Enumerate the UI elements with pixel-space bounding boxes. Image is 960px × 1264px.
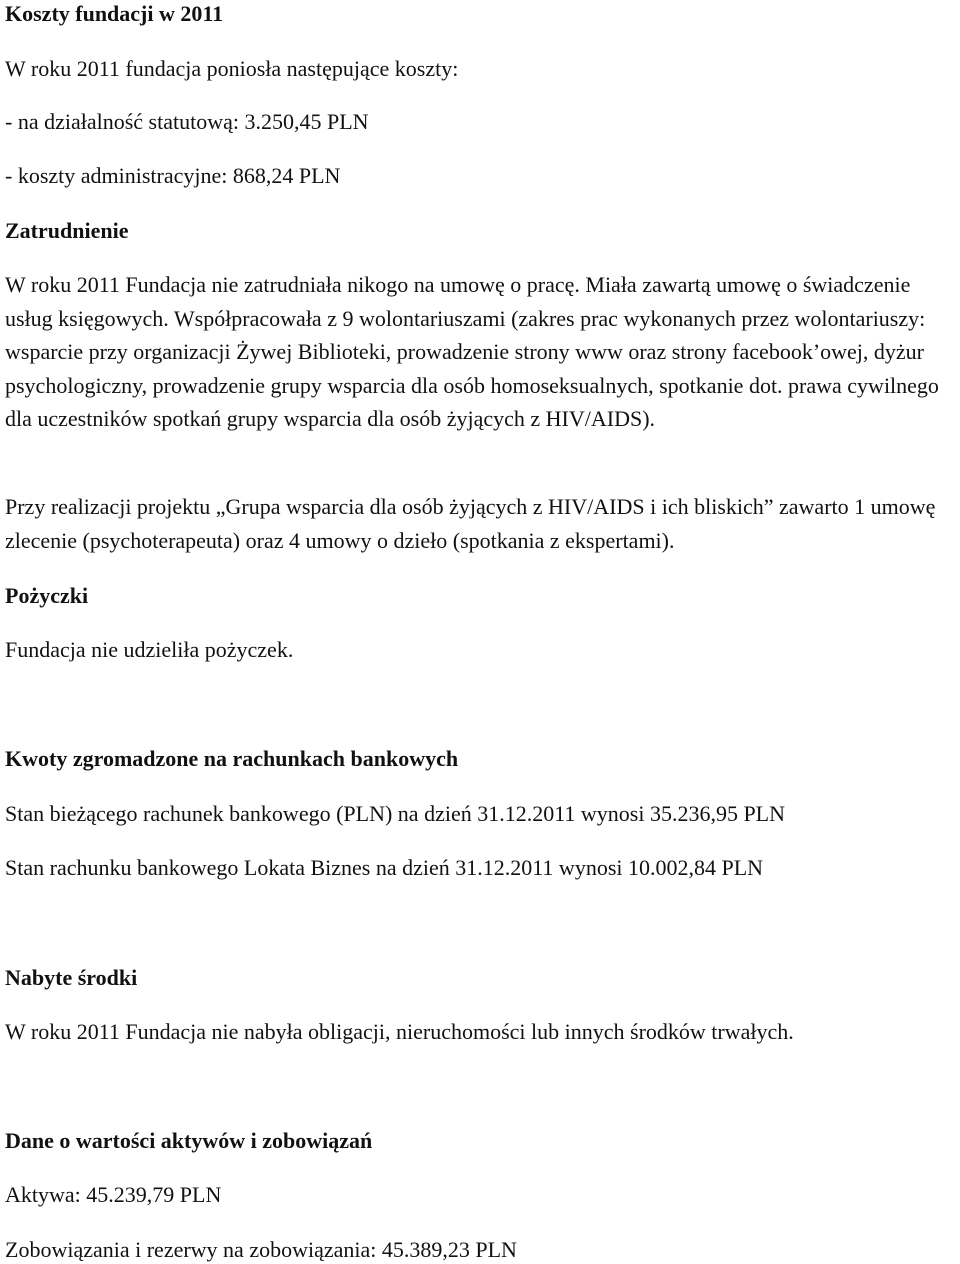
acquired-text: W roku 2011 Fundacja nie nabyła obligacji, nieruchomości lub innych środków trwałych. (5, 1019, 794, 1044)
bank-heading: Kwoty zgromadzone na rachunkach bankowych (5, 746, 459, 771)
assets-heading: Dane o wartości aktywów i zobowiązań (5, 1128, 373, 1153)
employment-paragraph-2: Przy realizacji projektu „Grupa wsparcia dla osób żyjących z HIV/AIDS i ich bliskich” zawarto 1 umowę zlecenie (psychoterapeuta) oraz 4 umowy o dzieło (spotkania z ekspertami). (5, 494, 936, 553)
bank-deposit-account: Stan rachunku bankowego Lokata Biznes na dzień 31.12.2011 wynosi 10.002,84 PLN (5, 855, 764, 880)
employment-paragraph-1: W roku 2011 Fundacja nie zatrudniała nikogo na umowę o pracę. Miała zawartą umowę o świadczenie usług księgowych. Współpracowała z 9 wolontariuszami (zakres prac wykonanych przez wolontariuszy: wsparcie przy organizacji Żywej Biblioteki, prowadzenie strony www oraz strony facebook’owej, dyżur psychologiczny, prowadzenie grupy wsparcia dla osób homoseksualnych, spotkanie dot. prawa cywilnego dla uczestników spotkań grupy wsparcia dla osób żyjących z HIV/AIDS). (5, 272, 939, 431)
costs-intro: W roku 2011 fundacja poniosła następujące koszty: (5, 56, 459, 81)
acquired-heading: Nabyte środki (5, 965, 138, 990)
costs-administrative: - koszty administracyjne: 868,24 PLN (5, 163, 341, 188)
bank-current-account: Stan bieżącego rachunek bankowego (PLN) na dzień 31.12.2011 wynosi 35.236,95 PLN (5, 801, 786, 826)
assets-line: Aktywa: 45.239,79 PLN (5, 1182, 222, 1207)
costs-heading: Koszty fundacji w 2011 (5, 1, 224, 26)
employment-heading: Zatrudnienie (5, 218, 129, 243)
costs-statutory: - na działalność statutową: 3.250,45 PLN (5, 109, 369, 134)
loans-heading: Pożyczki (5, 583, 89, 608)
loans-text: Fundacja nie udzieliła pożyczek. (5, 637, 294, 662)
liabilities-line: Zobowiązania i rezerwy na zobowiązania: 45.389,23 PLN (5, 1237, 517, 1262)
